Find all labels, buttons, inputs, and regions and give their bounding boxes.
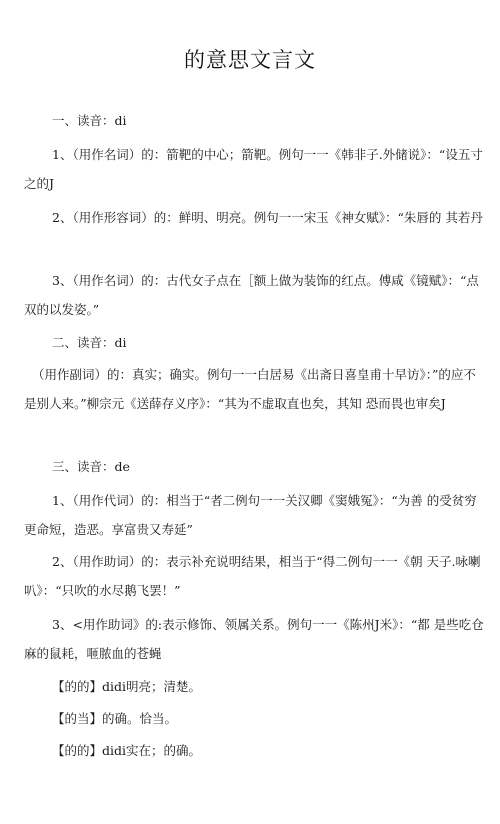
section-heading-3: 三、读音：de xyxy=(52,459,130,474)
section-heading-1: 一、读音：di xyxy=(52,113,127,128)
entry-3: 【的的】didi实在；的确。 xyxy=(52,743,201,758)
paragraph-1-3: 3、（用作名词）的：古代女子点在［额上做为装饰的红点。傅咸《镜赋》：“点双的以发姿。” xyxy=(24,273,479,317)
section-heading-2: 二、读音：di xyxy=(52,335,127,350)
paragraph-3-3: 3、<用作助词》的:表示修饰、领属关系。例句一一《陈州J米》：“都 是些吃仓麻的鼠耗，咂脓血的苍蝇 xyxy=(24,617,484,661)
paragraph-3-2: 2、（用作助词）的：表示补充说明结果，相当于“得二例句一一《朝 天子.咏喇叭》：“只吹的水尽鹅飞罢！” xyxy=(24,554,481,598)
entry-1: 【的的】didi明亮；清楚。 xyxy=(52,679,201,694)
paragraph-1-1: 1、（用作名词）的：箭靶的中心；箭靶。例句一一《韩非子.外储说》：“设五寸之的J xyxy=(24,147,483,191)
document-title: 的意思文言文 xyxy=(184,48,316,72)
paragraph-1-2: 2、（用作形容词）的：鲜明、明亮。例句一一宋玉《神女赋》：“朱唇的 其若丹 xyxy=(52,210,483,225)
paragraph-3-1: 1、（用作代词）的：相当于“者二例句一一关汉卿《窦娥冤》：“为善 的受贫穷更命短，造恶。享富贵又寿延” xyxy=(24,493,477,537)
paragraph-2-1: （用作副词）的：真实；确实。例句一一白居易《出斋日喜皇甫十早访》：”的应不是别人来。”柳宗元《送薛存义序》：“其为不虚取直也矣，其知 恐而畏也审矣J xyxy=(24,367,476,411)
entry-2: 【的当】的确。恰当。 xyxy=(52,711,178,726)
